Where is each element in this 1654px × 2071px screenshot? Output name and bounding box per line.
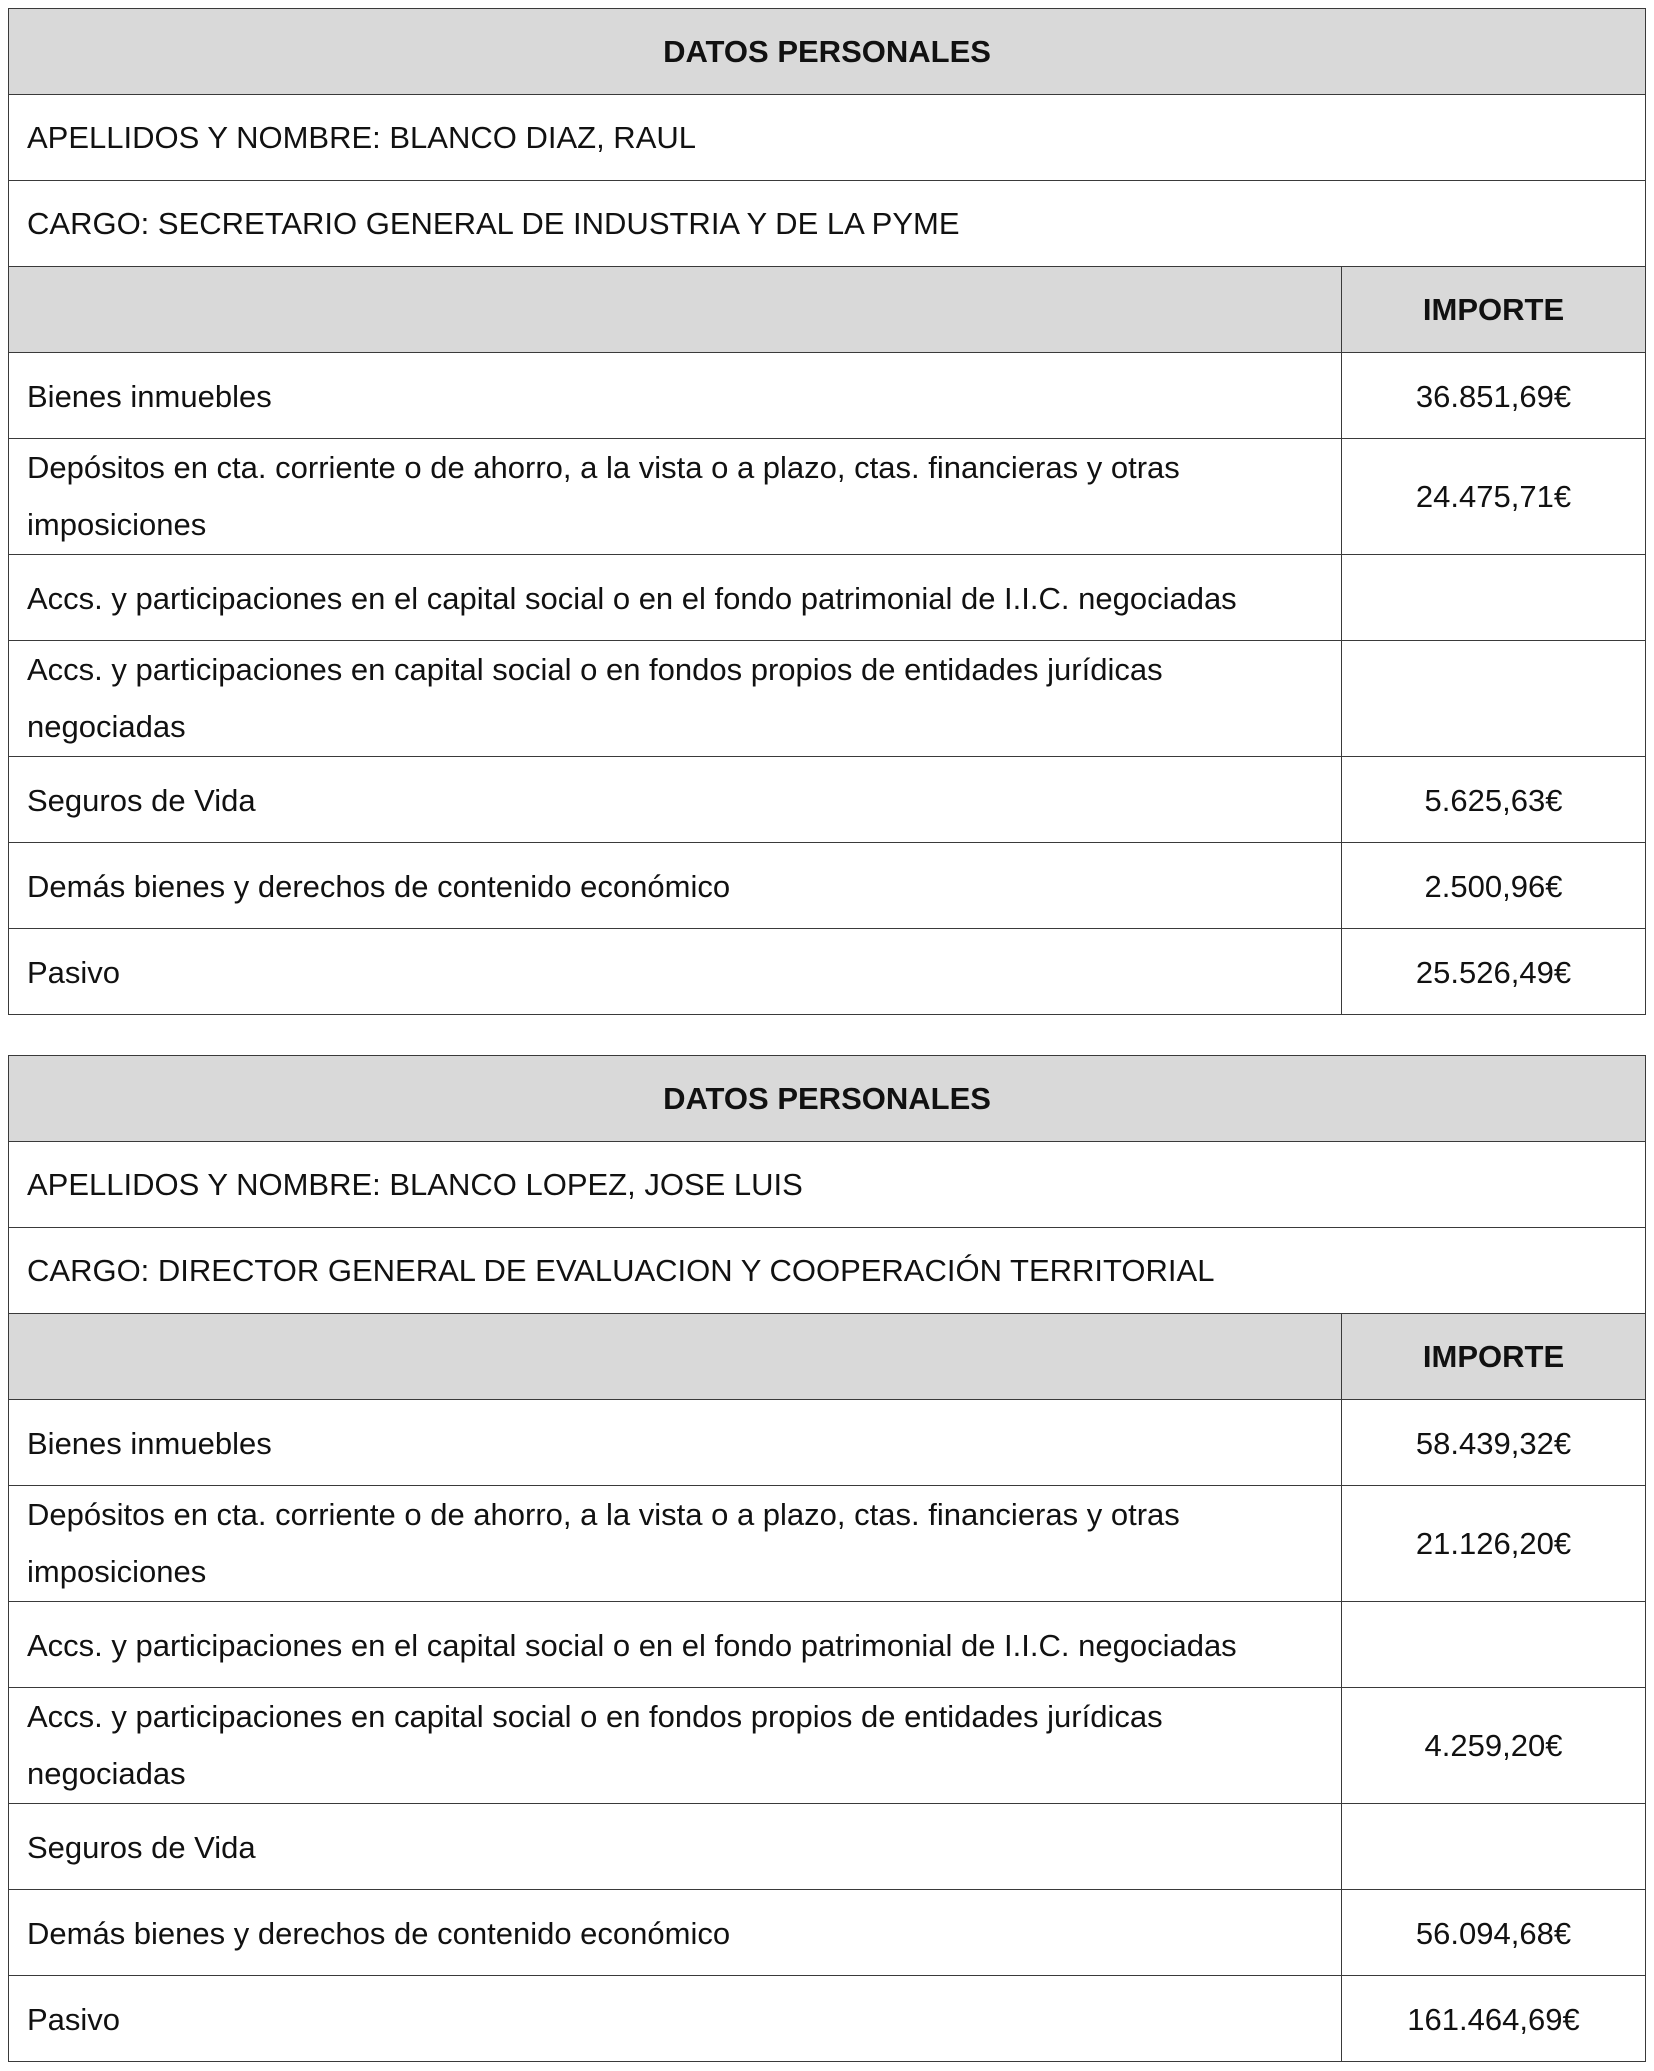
table-row bbox=[9, 1976, 1646, 2062]
amount-cell: 56.094,68€ bbox=[1342, 1890, 1646, 1976]
concept-cell: Accs. y participaciones en el capital social o en el fondo patrimonial de I.I.C. negociadas bbox=[9, 555, 1342, 641]
table-row bbox=[9, 1400, 1646, 1486]
amount-cell: 4.259,20€ bbox=[1342, 1688, 1646, 1804]
table-row bbox=[9, 1486, 1646, 1602]
concept-cell: Depósitos en cta. corriente o de ahorro, a la vista o a plazo, ctas. financieras y otras imposiciones bbox=[9, 439, 1342, 555]
amount-cell bbox=[1342, 1804, 1646, 1890]
amount-cell bbox=[1342, 1602, 1646, 1688]
concept-cell: Demás bienes y derechos de contenido económico bbox=[9, 843, 1342, 929]
amount-cell: 161.464,69€ bbox=[1342, 1976, 1646, 2062]
section-header: DATOS PERSONALES bbox=[9, 9, 1646, 95]
table-row bbox=[9, 843, 1646, 929]
table-row bbox=[9, 1688, 1646, 1804]
amount-cell: 25.526,49€ bbox=[1342, 929, 1646, 1015]
table-row bbox=[9, 439, 1646, 555]
cargo-line: CARGO: DIRECTOR GENERAL DE EVALUACION Y COOPERACIÓN TERRITORIAL bbox=[9, 1228, 1646, 1314]
amount-cell: 2.500,96€ bbox=[1342, 843, 1646, 929]
importe-header: IMPORTE bbox=[1342, 1314, 1646, 1400]
concept-cell: Bienes inmuebles bbox=[9, 353, 1342, 439]
concept-cell: Accs. y participaciones en el capital social o en el fondo patrimonial de I.I.C. negociadas bbox=[9, 1602, 1342, 1688]
name-line: APELLIDOS Y NOMBRE: BLANCO LOPEZ, JOSE LUIS bbox=[9, 1142, 1646, 1228]
table-row bbox=[9, 1890, 1646, 1976]
amount-cell: 5.625,63€ bbox=[1342, 757, 1646, 843]
amount-cell bbox=[1342, 555, 1646, 641]
section-header: DATOS PERSONALES bbox=[9, 1056, 1646, 1142]
cargo-line: CARGO: SECRETARIO GENERAL DE INDUSTRIA Y DE LA PYME bbox=[9, 181, 1646, 267]
concept-cell: Demás bienes y derechos de contenido económico bbox=[9, 1890, 1342, 1976]
declaration-table-1 bbox=[8, 8, 1646, 1015]
concept-cell: Bienes inmuebles bbox=[9, 1400, 1342, 1486]
table-row bbox=[9, 555, 1646, 641]
amount-cell: 21.126,20€ bbox=[1342, 1486, 1646, 1602]
table-row bbox=[9, 757, 1646, 843]
table-row bbox=[9, 641, 1646, 757]
concept-cell: Pasivo bbox=[9, 929, 1342, 1015]
concept-cell: Pasivo bbox=[9, 1976, 1342, 2062]
concept-header-blank bbox=[9, 1314, 1342, 1400]
concept-cell: Seguros de Vida bbox=[9, 757, 1342, 843]
table-row bbox=[9, 929, 1646, 1015]
table-row bbox=[9, 1804, 1646, 1890]
concept-cell: Seguros de Vida bbox=[9, 1804, 1342, 1890]
amount-cell bbox=[1342, 641, 1646, 757]
importe-header: IMPORTE bbox=[1342, 267, 1646, 353]
concept-cell: Accs. y participaciones en capital social o en fondos propios de entidades jurídicas negociadas bbox=[9, 1688, 1342, 1804]
concept-header-blank bbox=[9, 267, 1342, 353]
concept-cell: Accs. y participaciones en capital social o en fondos propios de entidades jurídicas negociadas bbox=[9, 641, 1342, 757]
concept-cell: Depósitos en cta. corriente o de ahorro, a la vista o a plazo, ctas. financieras y otras imposiciones bbox=[9, 1486, 1342, 1602]
table-row bbox=[9, 1602, 1646, 1688]
name-line: APELLIDOS Y NOMBRE: BLANCO DIAZ, RAUL bbox=[9, 95, 1646, 181]
amount-cell: 58.439,32€ bbox=[1342, 1400, 1646, 1486]
table-row bbox=[9, 353, 1646, 439]
amount-cell: 36.851,69€ bbox=[1342, 353, 1646, 439]
amount-cell: 24.475,71€ bbox=[1342, 439, 1646, 555]
declaration-table-2 bbox=[8, 1055, 1646, 2062]
